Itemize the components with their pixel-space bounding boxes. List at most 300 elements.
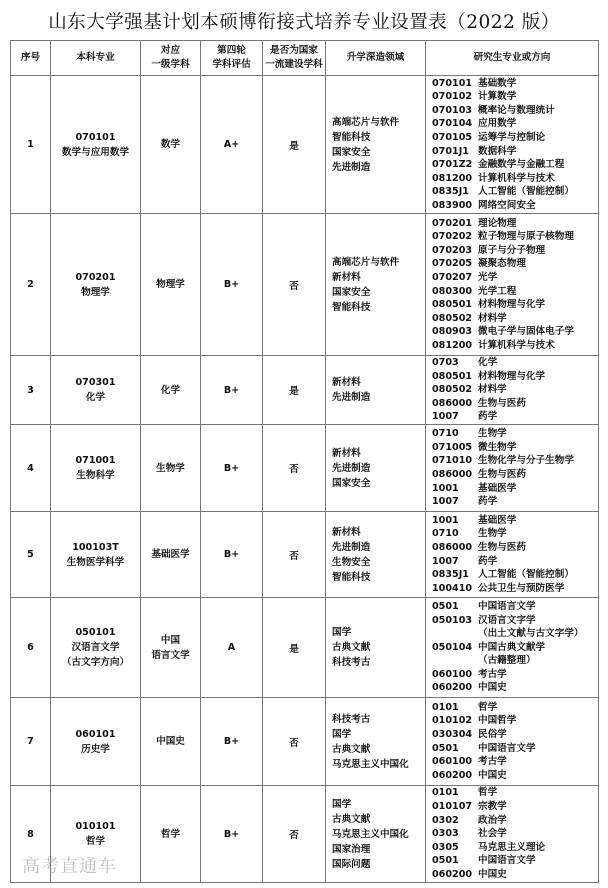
grad-program	[432, 527, 598, 541]
evaluation	[201, 786, 263, 883]
program-code: 1007	[432, 411, 459, 423]
program-name: 哲学	[478, 701, 498, 713]
program-code: 071010	[432, 455, 473, 467]
cell-text: 5	[27, 549, 34, 560]
program-code: 0835J1	[432, 186, 469, 198]
grad-program	[432, 312, 598, 326]
first-class	[263, 356, 326, 425]
program-name: 计算机科学与技术	[478, 339, 555, 351]
grad-program	[432, 397, 598, 411]
program-code: 030304	[432, 728, 473, 740]
column-header: 对应 一级学科	[141, 41, 201, 76]
program-name: 基础数学	[478, 77, 517, 89]
grad-program	[432, 325, 598, 339]
program-name: 中国语言文学	[478, 855, 536, 867]
program-code: 060100	[432, 668, 473, 680]
grad-program	[432, 495, 598, 509]
evaluation	[201, 425, 263, 512]
program-name: 中国语言文学	[478, 742, 536, 754]
grad-program	[432, 582, 598, 596]
study-fields	[326, 76, 426, 214]
grad-program	[432, 244, 598, 258]
cell-text: 否	[289, 737, 299, 749]
first-class	[263, 786, 326, 883]
cell-text: 哲学	[85, 836, 106, 847]
discipline	[141, 76, 201, 214]
cell-text: 否	[289, 830, 299, 841]
grad-program	[432, 410, 598, 424]
program-code: 0710	[432, 428, 459, 440]
first-class	[263, 214, 326, 356]
cell-text: 生物医学科学	[66, 556, 125, 568]
program-name: 材料物理与化学	[478, 299, 546, 311]
grad-programs	[426, 598, 599, 698]
grad-program	[432, 868, 598, 882]
program-name: 考古学	[478, 756, 507, 768]
cell-text: 生物科学	[76, 470, 115, 481]
cell-text: 智能科技	[332, 571, 371, 583]
cell-text: 050101	[75, 627, 116, 638]
grad-program	[432, 600, 598, 614]
program-name: 微生物学	[478, 441, 517, 453]
grad-program	[432, 514, 598, 528]
cell-text: 哲学	[160, 828, 181, 840]
program-name: 人工智能（智能控制）	[478, 569, 574, 581]
program-code: 070103	[432, 104, 473, 116]
grad-program	[432, 800, 598, 814]
column-header: 序号	[11, 41, 51, 76]
cell-text: 先进制造	[332, 161, 371, 173]
program-code: 1007	[432, 555, 459, 567]
program-code: 070102	[432, 91, 473, 103]
program-name: （出土文献与古文字学）	[478, 628, 584, 640]
cell-text: 智能科技	[332, 301, 371, 313]
cell-text: 汉语言文学	[71, 642, 120, 653]
cell-text: 先进制造	[332, 392, 371, 403]
program-code: 0710	[432, 528, 459, 540]
program-code: 0305	[432, 841, 459, 853]
program-name: 凝聚态物理	[478, 258, 526, 270]
cell-text: 100103T	[72, 541, 119, 553]
program-name: 生物与医药	[478, 397, 526, 409]
program-code: 086000	[432, 541, 473, 553]
table-row	[11, 214, 599, 356]
grad-program	[432, 854, 598, 868]
grad-program	[432, 614, 598, 628]
grad-program	[432, 271, 598, 285]
cell-text: 智能科技	[332, 131, 371, 143]
column-header: 是否为国家 一流建设学科	[263, 41, 326, 76]
discipline	[141, 786, 201, 883]
grad-program	[432, 568, 598, 582]
grad-program	[432, 482, 598, 496]
cell-text: 科技考古	[332, 713, 371, 725]
table-row	[11, 76, 599, 214]
undergrad-major	[51, 698, 141, 786]
cell-text: 071001	[75, 455, 116, 466]
evaluation	[201, 76, 263, 214]
program-code: 060200	[432, 868, 473, 880]
program-code: 083900	[432, 199, 473, 211]
program-code: 070207	[432, 271, 473, 283]
table-row	[11, 698, 599, 786]
row-number	[11, 512, 51, 598]
cell-text: （古文字方向）	[61, 657, 130, 668]
row-number	[11, 425, 51, 512]
cell-text: 高端芯片与软件	[332, 256, 400, 268]
program-name: 理论物理	[478, 217, 517, 229]
program-name: 金融数学与金融工程	[478, 159, 565, 171]
cell-text: 是	[289, 386, 299, 397]
cell-text: 6	[27, 642, 34, 653]
program-code: 0303	[432, 828, 459, 840]
discipline	[141, 214, 201, 356]
discipline	[141, 598, 201, 698]
cell-text: 高端芯片与软件	[332, 116, 400, 128]
watermark: 高考直通车	[22, 856, 117, 877]
cell-text: 马克思主义中国化	[332, 828, 409, 840]
program-name: 微电子学与固体电子学	[478, 326, 574, 338]
discipline	[141, 512, 201, 598]
first-class	[263, 598, 326, 698]
cell-text: 中国史	[156, 736, 185, 747]
page-title: 山东大学强基计划本硕博衔接式培养专业设置表（2022 版）	[48, 12, 560, 33]
grad-program	[432, 681, 598, 695]
cell-text: 国家安全	[332, 146, 371, 158]
program-code: 0101	[432, 787, 459, 799]
cell-text: 新材料	[332, 377, 361, 388]
program-name: 化学	[478, 357, 498, 369]
cell-text: 生物学	[156, 462, 185, 474]
cell-text: 数学	[160, 139, 181, 150]
program-code: 060100	[432, 756, 473, 768]
program-name: 公共卫生与预防医学	[478, 582, 565, 594]
undergrad-major	[51, 214, 141, 356]
program-name: 材料物理与化学	[478, 370, 546, 382]
cell-text: 7	[27, 736, 34, 747]
column-header: 第四轮 学科评估	[201, 41, 263, 76]
cell-text: 070301	[75, 377, 116, 388]
program-code: 1001	[432, 482, 459, 494]
cell-text: 国际问题	[332, 858, 371, 870]
grad-program	[432, 627, 598, 641]
grad-program	[432, 728, 598, 742]
program-code: 0101	[432, 701, 459, 713]
program-name: 生物与医药	[478, 469, 526, 480]
undergrad-major	[51, 356, 141, 425]
column-header: 升学深造领域	[326, 41, 426, 76]
grad-program	[432, 339, 598, 353]
row-number	[11, 76, 51, 214]
cell-text: 马克思主义中国化	[332, 758, 409, 770]
cell-text: 中国	[160, 634, 181, 646]
cell-text: 国家安全	[332, 286, 371, 298]
cell-text: B+	[223, 384, 240, 396]
program-code: 070201	[432, 217, 473, 229]
grad-program	[432, 468, 598, 482]
grad-program	[432, 427, 598, 441]
major-table	[10, 40, 599, 883]
program-code: 070205	[432, 258, 473, 270]
program-name: 中国史	[478, 682, 507, 694]
grad-program	[432, 230, 598, 244]
study-fields	[326, 786, 426, 883]
row-number	[11, 214, 51, 356]
program-code: 080501	[432, 370, 473, 382]
grad-program	[432, 257, 598, 271]
program-code: 050104	[432, 641, 473, 653]
cell-text: 数学与应用数学	[61, 146, 130, 158]
grad-program	[432, 104, 598, 118]
program-code: 010107	[432, 801, 473, 813]
cell-text: 生物安全	[332, 556, 371, 568]
program-name: 中国史	[478, 868, 507, 880]
cell-text: 否	[289, 464, 299, 475]
program-name: 中国语言文学	[478, 600, 536, 612]
undergrad-major	[51, 76, 141, 214]
evaluation	[201, 356, 263, 425]
grad-program	[432, 714, 598, 728]
grad-program	[432, 701, 598, 715]
program-code: 0835J1	[432, 569, 469, 581]
program-code: 0701J1	[432, 145, 469, 157]
cell-text: B+	[223, 736, 240, 747]
undergrad-major	[51, 598, 141, 698]
program-code: 0501	[432, 742, 459, 754]
grad-program	[432, 90, 598, 104]
discipline	[141, 698, 201, 786]
cell-text: 古典文献	[332, 813, 371, 825]
grad-program	[432, 383, 598, 397]
cell-text: 物理学	[81, 286, 110, 298]
program-name: 应用数学	[478, 118, 517, 130]
program-name: 网络空间安全	[478, 199, 536, 211]
grad-program	[432, 786, 598, 800]
cell-text: B+	[223, 462, 240, 474]
grad-program	[432, 441, 598, 455]
grad-program	[432, 356, 598, 370]
cell-text: 古典文献	[332, 642, 371, 653]
program-name: （古籍整理）	[478, 655, 536, 667]
grad-program	[432, 185, 598, 199]
grad-programs	[426, 786, 599, 883]
grad-program	[432, 755, 598, 769]
grad-program	[432, 298, 598, 312]
program-code: 070101	[432, 77, 473, 89]
program-name: 考古学	[478, 668, 507, 680]
grad-program	[432, 827, 598, 841]
program-code: 070105	[432, 131, 473, 143]
program-name: 中国史	[478, 769, 507, 781]
column-header: 研究生专业或方向	[426, 41, 599, 76]
program-code: 071005	[432, 441, 473, 453]
program-name: 计算机科学与技术	[478, 172, 555, 184]
cell-text: 3	[27, 384, 34, 396]
grad-program	[432, 199, 598, 213]
undergrad-major	[51, 425, 141, 512]
program-code: 060200	[432, 682, 473, 694]
cell-text: 国家治理	[332, 843, 371, 855]
program-name: 材料学	[478, 312, 507, 324]
cell-text: 4	[27, 462, 34, 474]
program-name: 材料学	[478, 384, 507, 396]
program-name: 生物学	[478, 528, 507, 540]
grad-program	[432, 742, 598, 756]
cell-text: 国学	[332, 798, 352, 810]
study-fields	[326, 214, 426, 356]
cell-text: 070201	[75, 271, 116, 283]
cell-text: 物理学	[156, 279, 185, 290]
column-header: 本科专业	[51, 41, 141, 76]
program-name: 中国哲学	[478, 715, 517, 727]
grad-program	[432, 654, 598, 668]
grad-program	[432, 285, 598, 299]
grad-program	[432, 541, 598, 555]
program-name: 民俗学	[478, 728, 507, 740]
program-name: 基础医学	[478, 514, 517, 526]
grad-programs	[426, 214, 599, 356]
program-name: 中国古典文献学	[478, 641, 546, 653]
table-row	[11, 425, 599, 512]
program-code: 080903	[432, 326, 473, 338]
program-code: 080502	[432, 384, 473, 396]
program-code: 081200	[432, 339, 473, 351]
program-code: 1001	[432, 514, 459, 526]
grad-programs	[426, 512, 599, 598]
row-number	[11, 356, 51, 425]
grad-programs	[426, 425, 599, 512]
cell-text: 070101	[75, 131, 116, 143]
program-code: 086000	[432, 469, 473, 480]
grad-program	[432, 131, 598, 145]
cell-text: 2	[27, 279, 34, 290]
grad-program	[432, 668, 598, 682]
cell-text: 新材料	[332, 526, 361, 538]
row-number	[11, 698, 51, 786]
evaluation	[201, 512, 263, 598]
program-code: 0703	[432, 357, 459, 369]
cell-text: 古典文献	[332, 743, 371, 755]
grad-program	[432, 117, 598, 131]
undergrad-major	[51, 512, 141, 598]
cell-text: 060101	[75, 728, 116, 740]
program-name: 政治学	[478, 814, 507, 826]
grad-program	[432, 641, 598, 655]
program-name: 生物学	[478, 428, 507, 440]
cell-text: 化学	[160, 384, 181, 396]
program-name: 数据科学	[478, 145, 517, 157]
cell-text: 否	[289, 550, 299, 562]
program-name: 人工智能（智能控制）	[478, 186, 574, 198]
cell-text: 化学	[85, 392, 106, 403]
cell-text: 是	[289, 140, 299, 152]
program-name: 马克思主义理论	[478, 841, 546, 853]
grad-program	[432, 158, 598, 172]
program-code: 070203	[432, 244, 473, 256]
cell-text: 1	[27, 139, 34, 150]
cell-text: 国家安全	[332, 477, 371, 489]
cell-text: A+	[223, 139, 240, 150]
cell-text: 010101	[75, 821, 116, 832]
cell-text: A	[227, 642, 236, 653]
program-name: 药学	[478, 496, 498, 508]
grad-program	[432, 841, 598, 855]
table-row	[11, 598, 599, 698]
program-name: 计算数学	[478, 91, 517, 103]
program-name: 光学工程	[478, 285, 517, 297]
study-fields	[326, 598, 426, 698]
program-code: 1007	[432, 496, 459, 508]
grad-program	[432, 77, 598, 91]
program-code: 081200	[432, 172, 473, 184]
cell-text: 8	[27, 828, 34, 840]
study-fields	[326, 512, 426, 598]
discipline	[141, 425, 201, 512]
grad-program	[432, 172, 598, 186]
cell-text: B+	[223, 828, 240, 840]
program-code: 070202	[432, 231, 473, 243]
program-name: 药学	[478, 411, 498, 423]
program-code: 080300	[432, 285, 473, 297]
grad-program	[432, 454, 598, 468]
program-code: 080501	[432, 299, 473, 311]
table-row	[11, 512, 599, 598]
program-code: 050103	[432, 614, 473, 626]
program-name: 药学	[478, 555, 498, 567]
program-name: 哲学	[478, 787, 498, 799]
program-code: 086000	[432, 397, 473, 409]
cell-text: B+	[223, 549, 240, 560]
program-name: 生物与医药	[478, 541, 526, 553]
program-code: 0302	[432, 814, 459, 826]
program-name: 生物化学与分子生物学	[478, 455, 574, 467]
cell-text: 先进制造	[332, 541, 371, 553]
program-name: 粒子物理与原子核物理	[478, 231, 574, 243]
grad-program	[432, 814, 598, 828]
grad-programs	[426, 356, 599, 425]
grad-program	[432, 370, 598, 384]
cell-text: 科技考古	[332, 657, 371, 668]
program-code: 070104	[432, 118, 473, 130]
table-header-row	[11, 41, 599, 76]
first-class	[263, 425, 326, 512]
cell-text: 基础医学	[151, 549, 190, 560]
cell-text: 否	[289, 280, 299, 292]
program-code: 060200	[432, 769, 473, 781]
program-name: 宗教学	[478, 801, 507, 813]
program-name: 概率论与数理统计	[478, 104, 555, 116]
program-code: 080502	[432, 312, 473, 324]
study-fields	[326, 356, 426, 425]
grad-program	[432, 145, 598, 159]
first-class	[263, 512, 326, 598]
cell-text: 先进制造	[332, 462, 371, 474]
row-number	[11, 598, 51, 698]
program-name: 光学	[478, 271, 498, 283]
cell-text: 国学	[332, 627, 352, 638]
program-code: 0701Z2	[432, 159, 473, 171]
cell-text: 国学	[332, 728, 352, 740]
discipline	[141, 356, 201, 425]
cell-text: 语言文学	[151, 649, 190, 661]
program-code: 0501	[432, 600, 459, 612]
cell-text: 新材料	[332, 447, 361, 459]
program-code: 010102	[432, 715, 473, 727]
program-name: 原子与分子物理	[478, 244, 546, 256]
first-class	[263, 698, 326, 786]
program-name: 汉语言文字学	[478, 614, 536, 626]
grad-programs	[426, 698, 599, 786]
